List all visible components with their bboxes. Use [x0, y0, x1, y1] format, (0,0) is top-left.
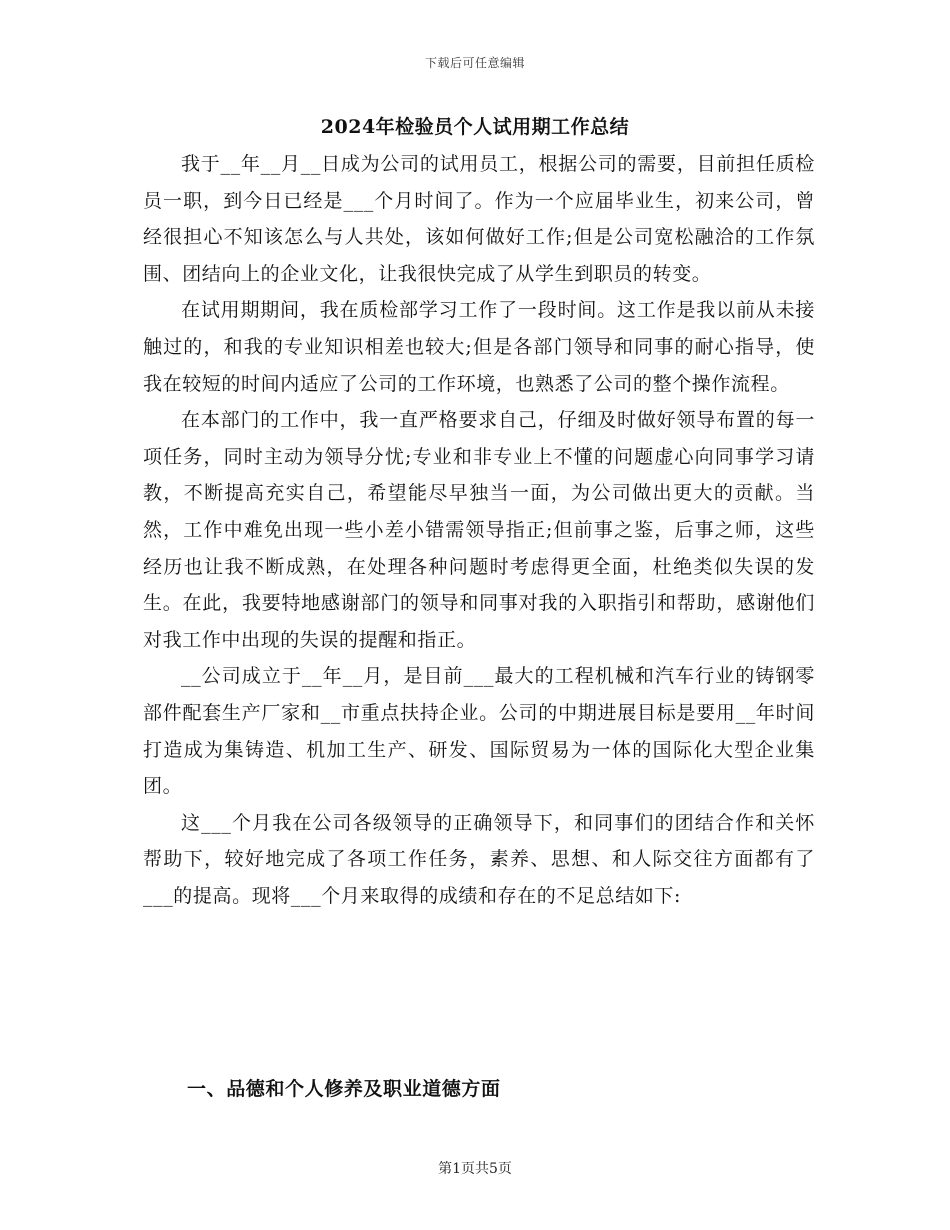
header-note: 下载后可任意编辑: [424, 56, 525, 70]
document-title: 2024年检验员个人试用期工作总结: [320, 116, 630, 138]
paragraph-5: 这___个月我在公司各级领导的正确领导下，和同事们的团结合作和关怀帮助下，较好地完成了各项工作任务，素养、思想、和人际交往方面都有了___的提高。现将___个月来取得的成绩和存在的不足总结如下:: [143, 811, 815, 907]
paragraph-1: 我于__年__月__日成为公司的试用员工，根据公司的需要，目前担任质检员一职，到今日已经是___个月时间了。作为一个应届毕业生，初来公司，曾经很担心不知该怎么与人共处，该如何做好工作;但是公司宽松融洽的工作氛围、团结向上的企业文化，让我很快完成了从学生到职员的转变。: [143, 153, 815, 285]
page-footer: 第1页共5页: [438, 1161, 512, 1177]
paragraph-3: 在本部门的工作中，我一直严格要求自己，仔细及时做好领导布置的每一项任务，同时主动为领导分忧;专业和非专业上不懂的问题虚心向同事学习请教，不断提高充实自己，希望能尽早独当一面，为公司做出更大的贡献。当然，工作中难免出现一些小差小错需领导指正;但前事之鉴，后事之师，这些经历也让我不断成熟，在处理各种问题时考虑得更全面，杜绝类似失误的发生。在此，我要特地感谢部门的领导和同事对我的入职指引和帮助，感谢他们对我工作中出现的失误的提醒和指正。: [143, 409, 815, 651]
paragraph-4: __公司成立于__年__月，是目前___最大的工程机械和汽车行业的铸钢零部件配套生产厂家和__市重点扶持企业。公司的中期进展目标是要用__年时间打造成为集铸造、机加工生产、研发、国际贸易为一体的国际化大型企业集团。: [143, 665, 815, 798]
paragraph-2: 在试用期期间，我在质检部学习工作了一段时间。这工作是我以前从未接触过的，和我的专业知识相差也较大;但是各部门领导和同事的耐心指导，使我在较短的时间内适应了公司的工作环境，也熟悉了公司的整个操作流程。: [143, 299, 815, 395]
section-heading: 一、品德和个人修养及职业道德方面: [187, 1078, 501, 1100]
document-body: [143, 146, 815, 914]
